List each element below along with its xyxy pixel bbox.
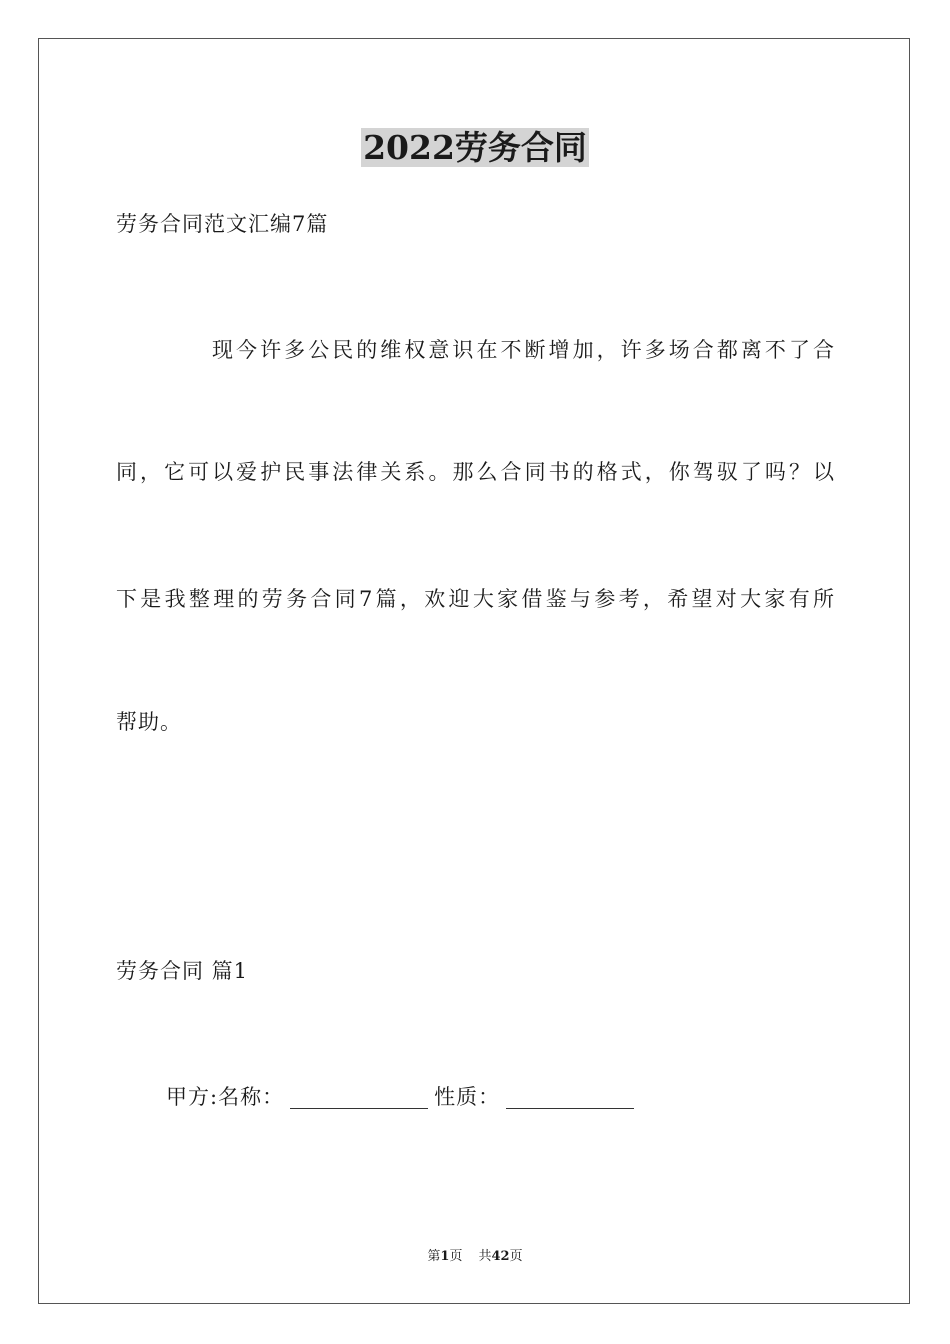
party-a-nature-label: 性质： <box>434 1085 501 1109</box>
page-footer <box>0 1248 950 1266</box>
party-a-name-label: 甲方:名称： <box>166 1085 285 1109</box>
document-title-text: 2022劳务合同 <box>363 128 587 167</box>
page-number: 1 <box>440 1249 450 1264</box>
total-suffix: 页 <box>509 1249 523 1264</box>
document-title <box>0 128 950 168</box>
party-a-nature-blank[interactable] <box>506 1086 634 1109</box>
total-prefix: 共 <box>478 1249 492 1264</box>
intro-line-4: 帮助。 <box>116 710 182 734</box>
intro-line-1: 现今许多公民的维权意识在不断增加，许多场合都离不了合 <box>212 338 834 362</box>
intro-line-3: 下是我整理的劳务合同7篇，欢迎大家借鉴与参考，希望对大家有所 <box>116 587 834 611</box>
total-pages: 42 <box>491 1249 510 1264</box>
section-heading: 劳务合同 篇1 <box>116 959 249 983</box>
party-a-name-blank[interactable] <box>290 1086 428 1109</box>
intro-line-2: 同，它可以爱护民事法律关系。那么合同书的格式，你驾驭了吗？以 <box>116 460 834 484</box>
document-subtitle: 劳务合同范文汇编7篇 <box>116 212 329 236</box>
page-suffix: 页 <box>449 1249 463 1264</box>
page-prefix: 第 <box>427 1249 441 1264</box>
party-a-row <box>166 1083 640 1111</box>
